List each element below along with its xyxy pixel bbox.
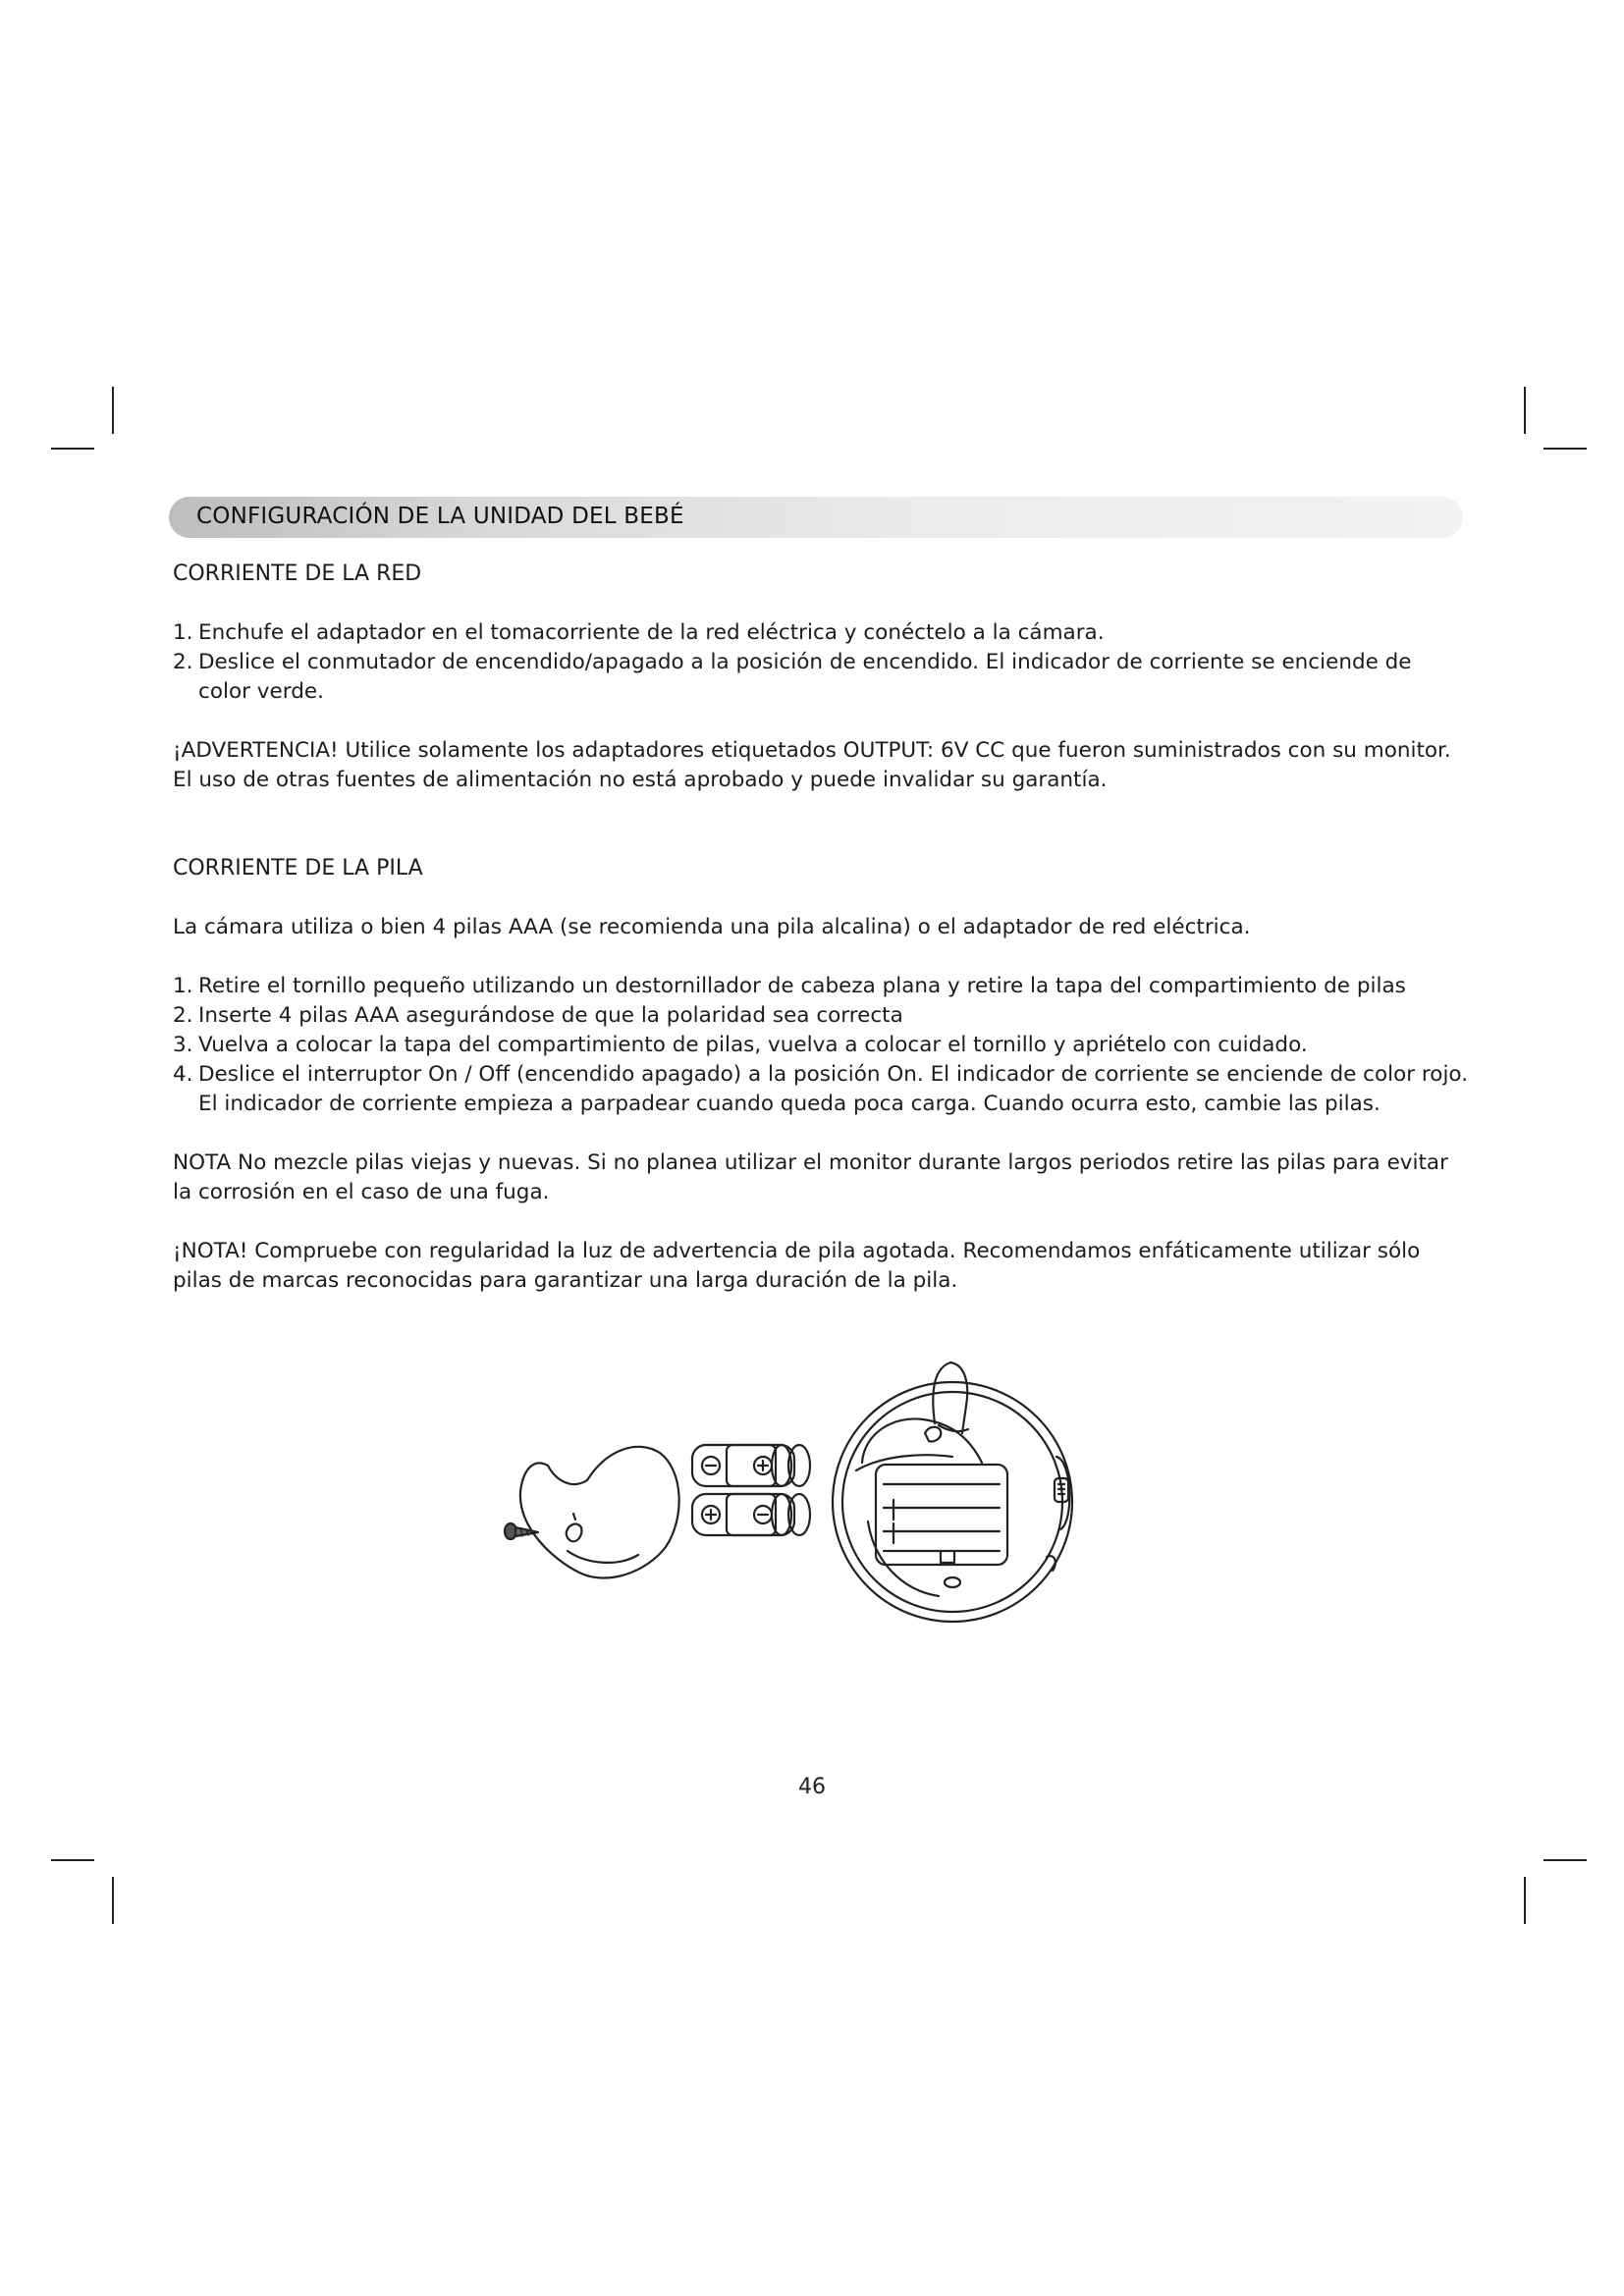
step-number: 4. [173,1062,193,1087]
crop-mark [1543,448,1587,450]
battery-step-2 [173,1001,1469,1031]
battery-intro: La cámara utiliza o bien 4 pilas AAA (se recomienda una pila alcalina) o el adaptador de red eléctrica. [173,915,1251,939]
camera-icon [833,1362,1072,1622]
battery-step-1 [173,972,1469,1001]
section-title: CONFIGURACIÓN DE LA UNIDAD DEL BEBÉ [196,504,684,529]
step-number: 2. [173,650,193,674]
crop-mark [51,448,94,450]
crop-mark [1524,387,1526,434]
screw-icon [505,1523,538,1539]
mains-power-heading: CORRIENTE DE LA RED [173,561,422,586]
crop-mark [112,387,114,434]
step-text: Deslice el conmutador de encendido/apagado a la posición de encendido. El indicador de corriente se enciende de [198,650,1412,674]
battery-cover-icon [520,1447,679,1578]
note-paragraph-2: ¡NOTA! Compruebe con regularidad la luz de advertencia de pila agotada. Recomendamos enfáticamente utilizar sólo pilas de marcas reconocidas para garantizar una larga duración de la pila. [173,1239,1421,1293]
section-header [169,497,1463,538]
note-paragraph: NOTA No mezcle pilas viejas y nuevas. Si no planea utilizar el monitor durante largos periodos retire las pilas para evitar la corrosión en el caso de una fuga. [173,1150,1448,1204]
step-number: 1. [173,974,193,998]
step-number: 2. [173,1003,193,1028]
step-number: 1. [173,620,193,645]
page-number: 46 [798,1775,826,1799]
battery-installation-illustration [491,1355,1139,1679]
step-text: Retire el tornillo pequeño utilizando un destornillador de cabeza plana y retire la tapa del compartimiento de pilas [198,974,1406,998]
warning-paragraph: ¡ADVERTENCIA! Utilice solamente los adaptadores etiquetados OUTPUT: 6V CC que fueron suministrados con su monitor. El uso de otras fuentes de alimentación no está aprobado y puede invalidar su garantía. [173,738,1451,792]
step-text: Vuelva a colocar la tapa del compartimiento de pilas, vuelva a colocar el tornillo y apriételo con cuidado. [198,1033,1308,1057]
batteries-icon [692,1445,810,1535]
step-text: Enchufe el adaptador en el tomacorriente de la red eléctrica y conéctelo a la cámara. [198,620,1105,645]
step-text: Deslice el interruptor On / Off (encendido apagado) a la posición On. El indicador de corriente se enciende de color rojo. [198,1062,1469,1087]
crop-mark [112,1877,114,1924]
step-text-continued: color verde. [198,679,324,704]
battery-step-4 [173,1060,1469,1119]
step-number: 3. [173,1033,193,1057]
step-text-continued: El indicador de corriente empieza a parpadear cuando queda poca carga. Cuando ocurra esto, cambie las pilas. [198,1092,1380,1116]
battery-step-3 [173,1031,1469,1060]
mains-step-1 [173,618,1469,648]
crop-mark [1524,1877,1526,1924]
mains-step-2 [173,648,1469,707]
crop-mark [51,1859,94,1861]
crop-mark [1543,1859,1587,1861]
battery-power-heading: CORRIENTE DE LA PILA [173,856,423,881]
step-text: Inserte 4 pilas AAA asegurándose de que la polaridad sea correcta [198,1003,903,1028]
